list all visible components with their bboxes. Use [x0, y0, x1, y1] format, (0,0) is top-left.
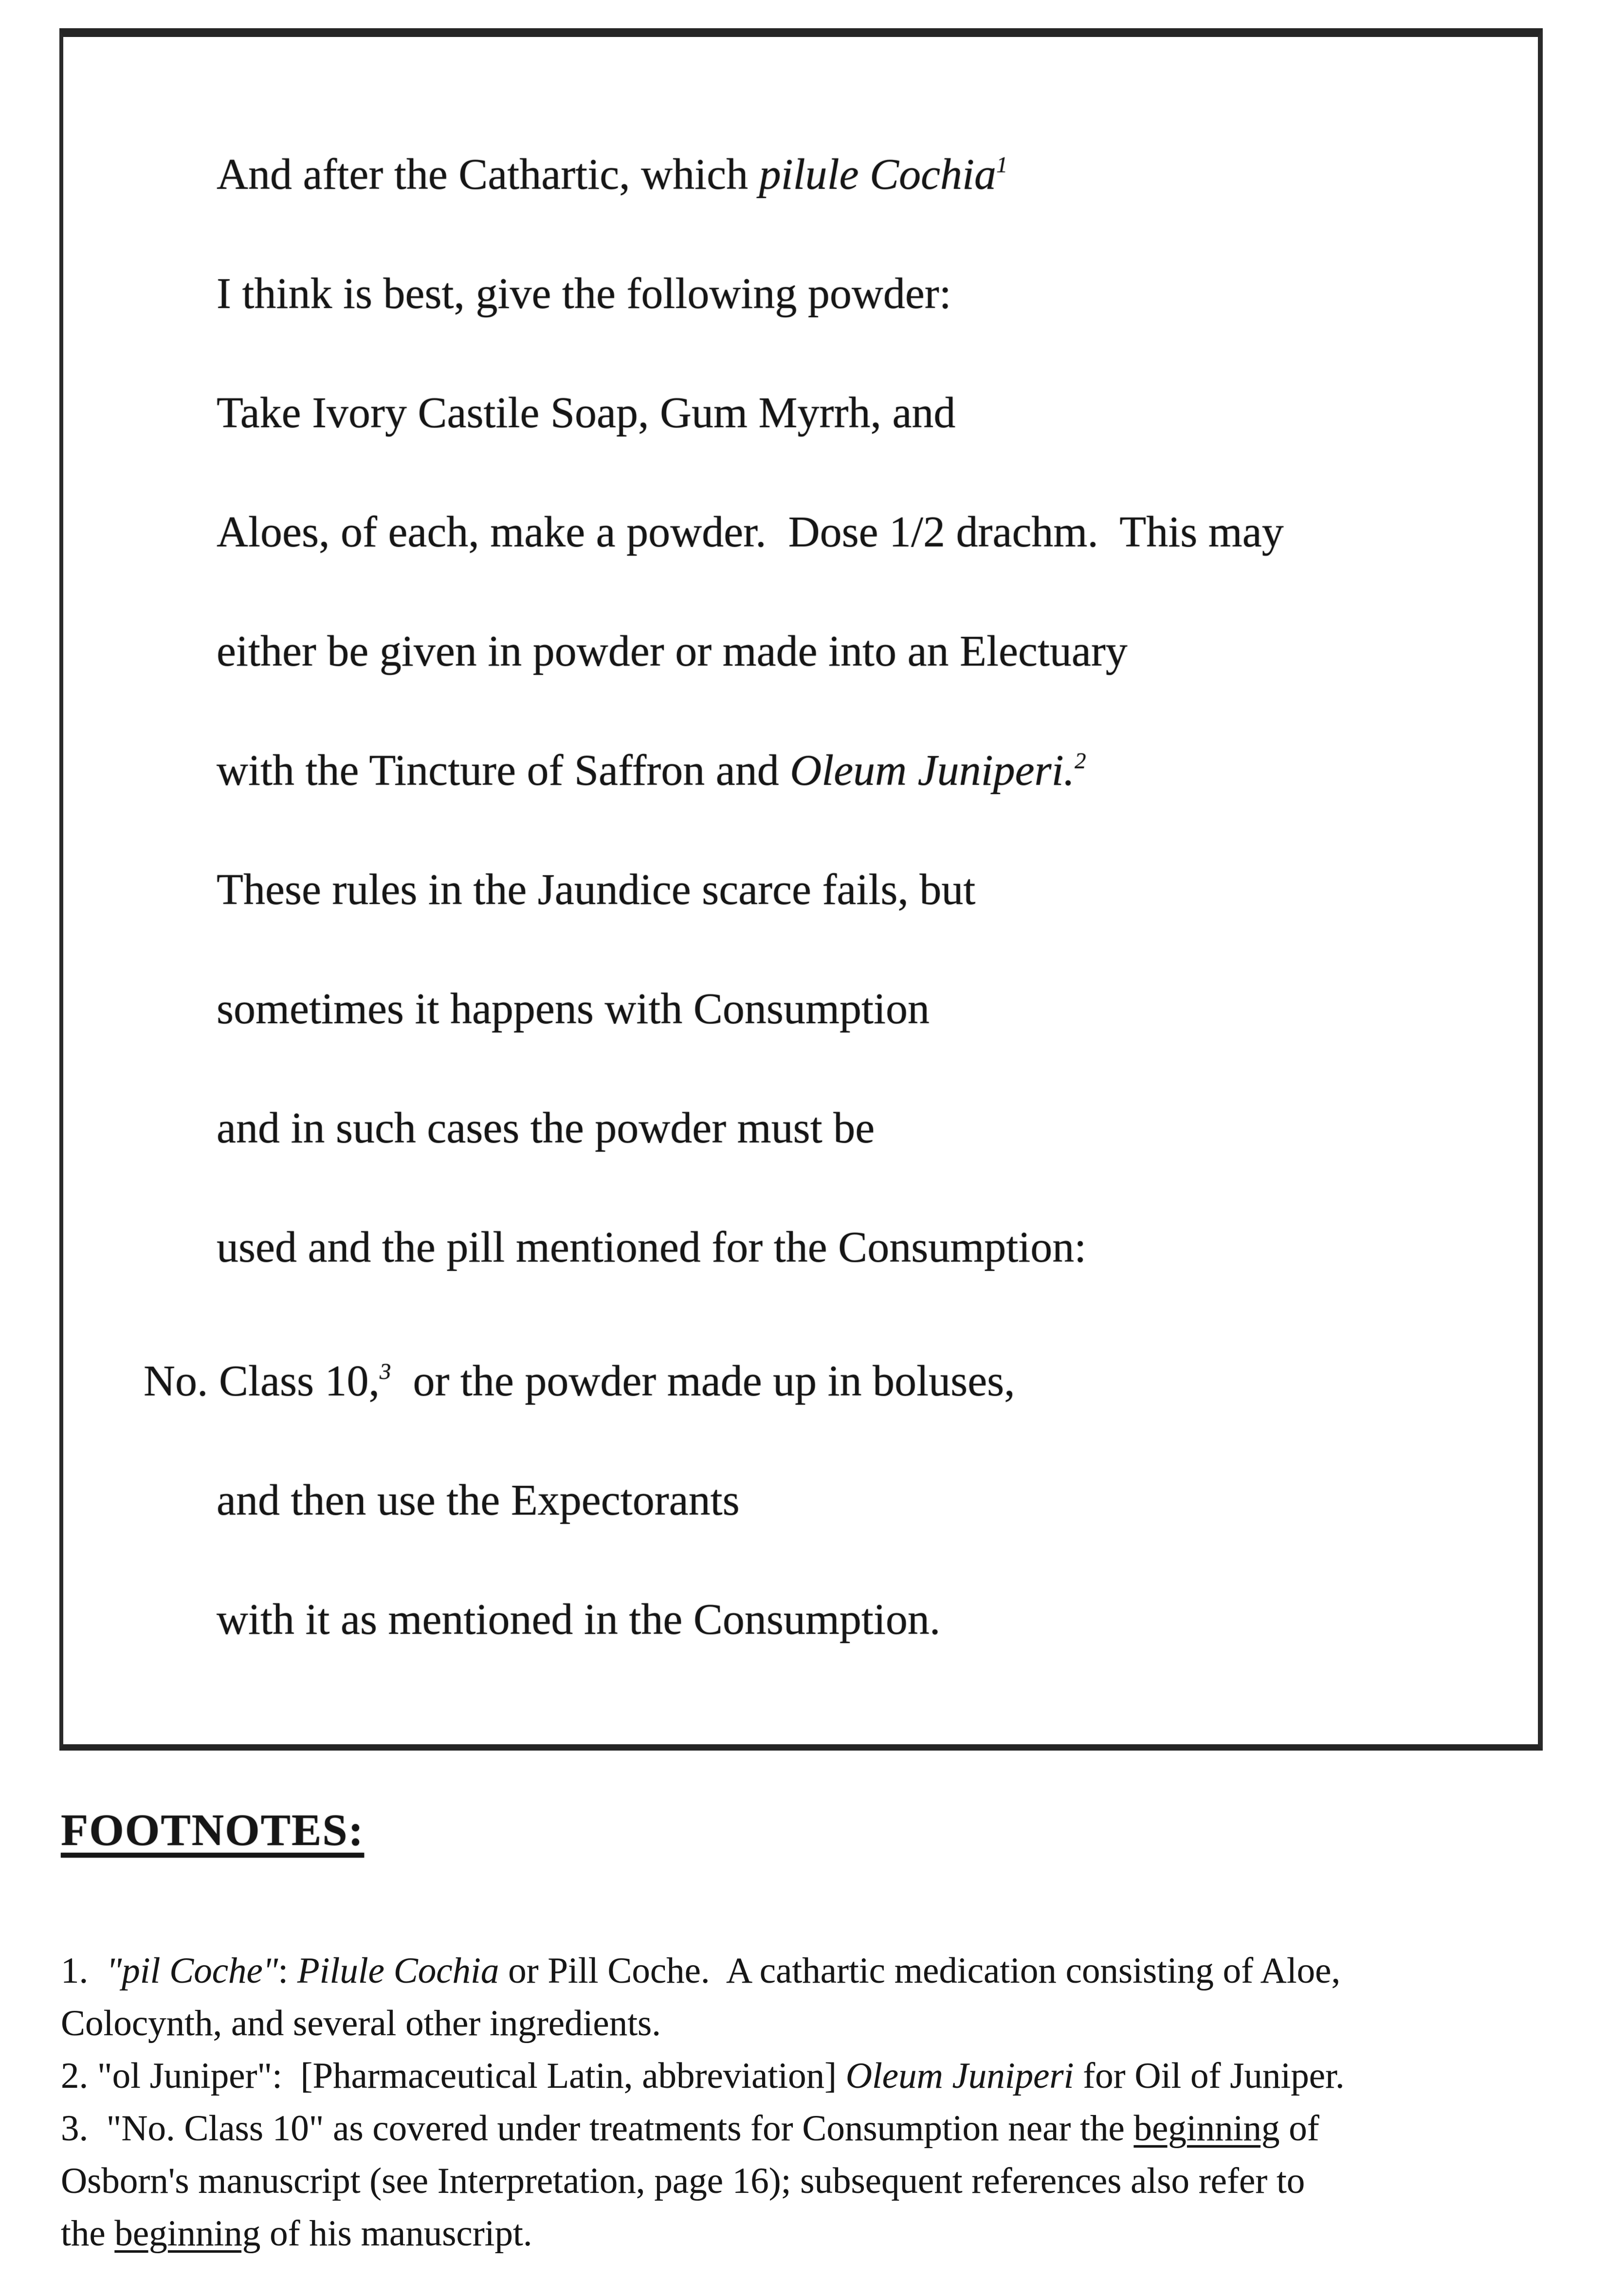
manuscript-line — [217, 353, 1284, 472]
text-segment: No. Class 10, — [144, 1357, 380, 1405]
text-segment: : — [278, 1951, 297, 1991]
text-segment: Aloes, of each, make a powder. Dose 1/2 drachm. This may — [217, 508, 1284, 556]
text-segment: and in such cases the powder must be — [217, 1104, 875, 1152]
text-segment-underlined: beginning — [1133, 2108, 1280, 2149]
text-segment: 1. — [61, 1951, 107, 1991]
text-segment-italic: Oleum Juniperi — [845, 2056, 1074, 2096]
text-segment: or Pill Coche. A cathartic medication consisting of Aloe, — [499, 1951, 1341, 1991]
text-segment-italic: Pilule Cochia — [297, 1951, 499, 1991]
footnote-line — [61, 2155, 1555, 2207]
manuscript-text — [144, 115, 1284, 1679]
footnotes-section — [61, 1805, 1555, 2260]
manuscript-line — [217, 472, 1284, 592]
text-segment: with the Tincture of Saffron and — [217, 746, 790, 795]
text-segment: Osborn's manuscript (see Interpretation, page 16); subsequent references also refer to — [61, 2161, 1305, 2201]
footnote-line — [61, 2207, 1555, 2260]
footnotes-heading: FOOTNOTES: — [61, 1805, 365, 1855]
text-segment: with it as mentioned in the Consumption. — [217, 1595, 941, 1644]
manuscript-transcription-box — [59, 28, 1543, 1751]
manuscript-line — [217, 1441, 1284, 1560]
manuscript-line — [217, 234, 1284, 353]
text-segment: And after the Cathartic, which — [217, 150, 759, 199]
footnote-marker-2: 2 — [1075, 748, 1086, 774]
manuscript-line — [217, 711, 1284, 830]
text-segment: for Oil of Juniper. — [1074, 2056, 1345, 2096]
text-segment-italic: Oleum Juniperi. — [790, 746, 1075, 795]
text-segment-italic: "pil Coche" — [106, 1951, 278, 1991]
manuscript-line — [217, 115, 1284, 234]
text-segment: or the powder made up in boluses, — [391, 1357, 1015, 1405]
manuscript-line — [217, 830, 1284, 949]
text-segment: either be given in powder or made into an Electuary — [217, 627, 1128, 675]
text-segment: I think is best, give the following powder: — [217, 270, 951, 318]
text-segment: and then use the Expectorants — [217, 1476, 740, 1524]
manuscript-line — [217, 1188, 1284, 1307]
manuscript-line — [217, 592, 1284, 711]
text-segment: Colocynth, and several other ingredients. — [61, 2003, 661, 2043]
manuscript-line — [217, 1068, 1284, 1188]
text-segment: of his manuscript. — [260, 2213, 532, 2254]
footnote-line — [61, 1997, 1555, 2050]
text-segment: 3. "No. Class 10" as covered under treatments for Consumption near the — [61, 2108, 1134, 2149]
manuscript-line — [217, 1560, 1284, 1679]
footnote-line — [61, 2102, 1555, 2155]
text-segment: of — [1279, 2108, 1319, 2149]
footnote-line — [61, 2050, 1555, 2102]
footnotes-text — [61, 1945, 1555, 2260]
text-segment: sometimes it happens with Consumption — [217, 985, 930, 1033]
manuscript-line-outdented — [144, 1321, 1284, 1441]
text-segment: the — [61, 2213, 115, 2254]
text-segment: These rules in the Jaundice scarce fails, but — [217, 866, 976, 914]
text-segment-underlined: beginning — [114, 2213, 261, 2254]
footnote-marker-1: 1 — [996, 152, 1008, 178]
text-segment: 2. "ol Juniper": [Pharmaceutical Latin, abbreviation] — [61, 2056, 846, 2096]
text-segment: Take Ivory Castile Soap, Gum Myrrh, and — [217, 389, 956, 437]
footnote-line — [61, 1945, 1555, 1997]
footnote-marker-3: 3 — [380, 1359, 391, 1385]
manuscript-line — [217, 949, 1284, 1068]
text-segment-italic: pilule Cochia — [759, 150, 997, 199]
text-segment: used and the pill mentioned for the Consumption: — [217, 1223, 1087, 1271]
